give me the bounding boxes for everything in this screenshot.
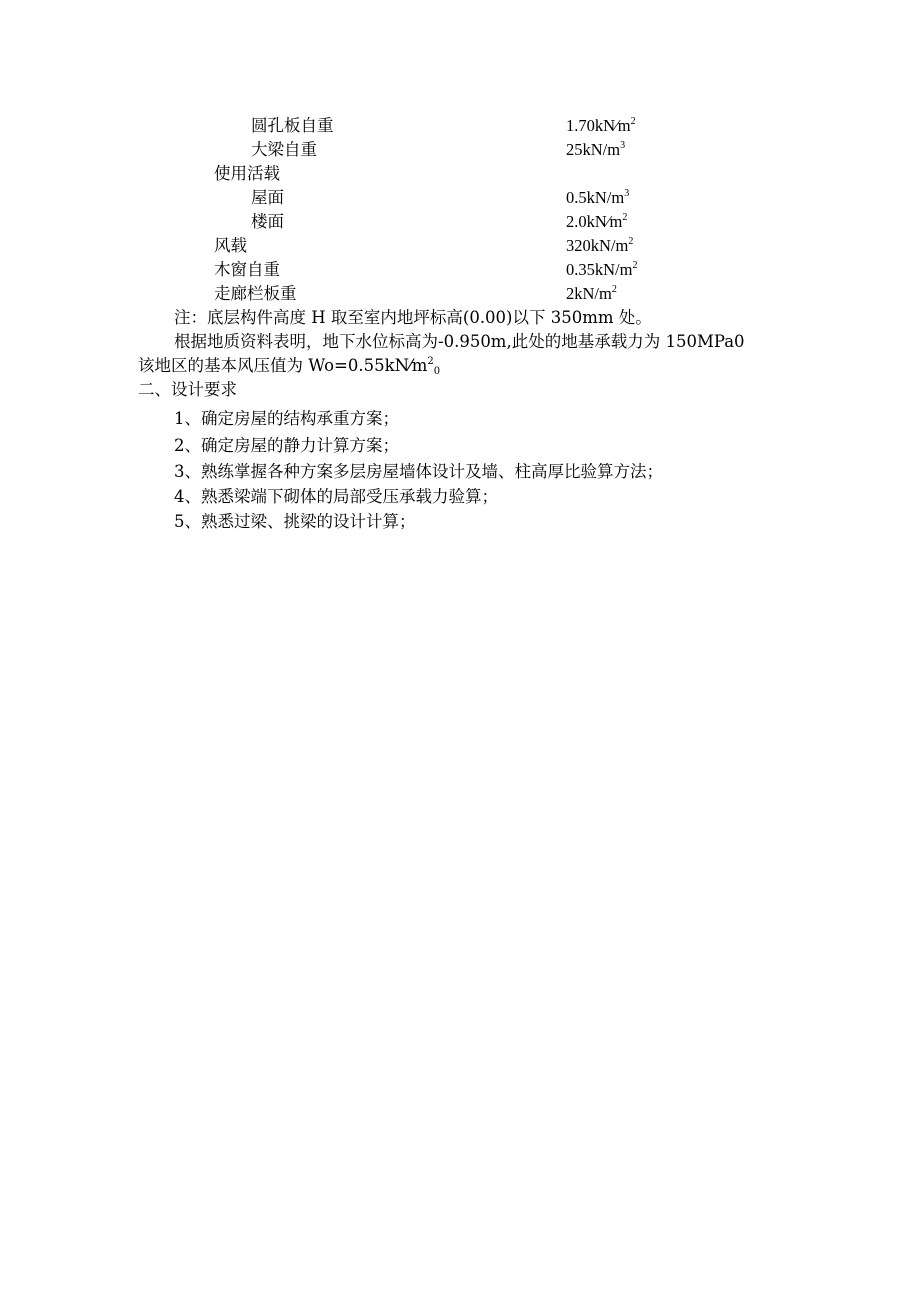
load-value-sup: 2 (611, 284, 617, 295)
load-value-roof (566, 188, 629, 208)
load-value-hollow-slab (566, 116, 636, 136)
load-label-main-beam: 大梁自重 (251, 140, 317, 159)
load-value-text: 2.0kN⁄m (566, 212, 623, 231)
load-value-text: 320kN/m (566, 236, 629, 255)
load-value-sup: 3 (620, 140, 626, 151)
load-value-corridor-parapet (566, 284, 617, 304)
load-value-sup: 2 (622, 212, 628, 223)
requirement-item: 4、熟悉梁端下砌体的局部受压承载力验算； (174, 487, 498, 506)
load-label-corridor-parapet: 走廊栏板重 (214, 284, 297, 303)
load-value-text: 1.70kN⁄m (566, 116, 631, 135)
load-value-sup: 2 (628, 236, 634, 247)
requirement-item: 5、熟悉过梁、挑梁的设计计算； (174, 512, 416, 531)
load-label-wood-window: 木窗自重 (214, 260, 280, 279)
load-value-text: 0.35kN/m (566, 260, 633, 279)
geology-line2-sub: 0 (433, 366, 441, 377)
load-label-live-load: 使用活载 (214, 164, 280, 183)
requirement-item: 1、确定房屋的结构承重方案； (174, 409, 399, 428)
section-title: 二、设计要求 (138, 380, 237, 399)
load-value-main-beam (566, 140, 625, 160)
load-value-text: 2kN/m (566, 284, 612, 303)
load-label-wind: 风载 (214, 236, 247, 255)
geology-line2-sup: 2 (427, 356, 434, 367)
load-label-roof: 屋面 (251, 188, 284, 207)
load-value-sup: 2 (630, 116, 636, 127)
load-value-wood-window (566, 260, 637, 280)
requirement-item: 2、确定房屋的静力计算方案； (174, 436, 399, 455)
geology-line2-text: 该地区的基本风压值为 Wo=0.55kN⁄m (138, 356, 428, 375)
geology-paragraph-line1: 根据地质资料表明，地下水位标高为-0.950m,此处的地基承载力为 150MPa0 (174, 332, 745, 351)
load-value-wind (566, 236, 633, 256)
load-label-floor: 楼面 (251, 212, 284, 231)
note-text: 注：底层构件高度 H 取至室内地坪标高(0.00)以下 350mm 处。 (174, 308, 652, 327)
load-value-floor (566, 212, 627, 232)
requirement-item: 3、熟练掌握各种方案多层房屋墙体设计及墙、柱高厚比验算方法； (174, 462, 663, 481)
load-value-text: 25kN/m (566, 140, 621, 159)
geology-paragraph-line2 (138, 356, 440, 380)
load-value-sup: 2 (632, 260, 638, 271)
load-value-sup: 3 (624, 188, 630, 199)
load-label-hollow-slab: 圆孔板自重 (251, 116, 334, 135)
load-value-text: 0.5kN/m (566, 188, 625, 207)
